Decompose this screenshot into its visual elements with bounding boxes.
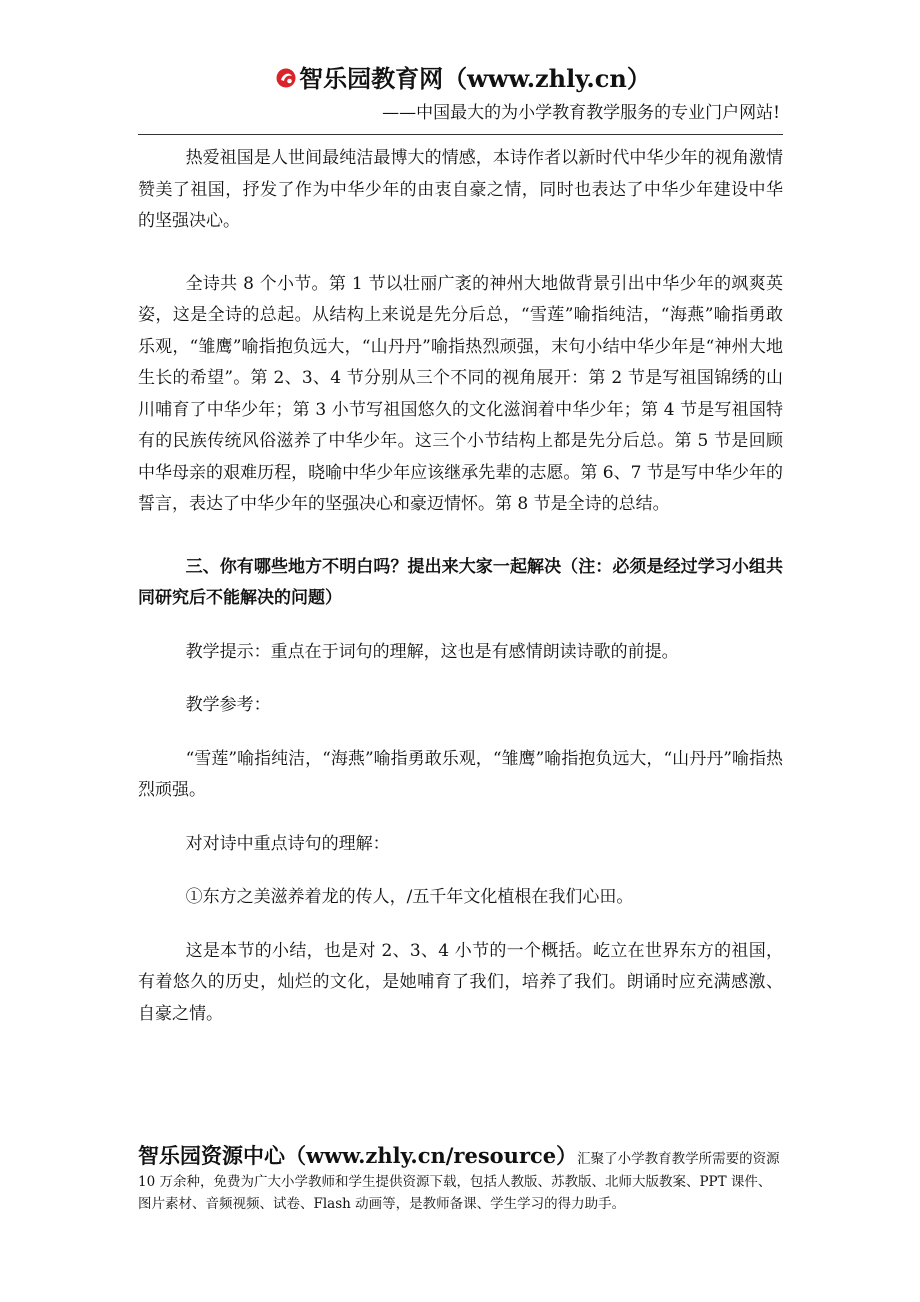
page-header: [138, 62, 788, 126]
site-title: [138, 62, 788, 96]
logo-icon: [275, 67, 297, 89]
header-divider: [138, 134, 783, 135]
paragraph-teaching-reference: 教学参考：: [185, 695, 271, 715]
paragraph-metaphors: “雪莲”喻指纯洁，“海燕”喻指勇敢乐观，“雏鹰”喻指抱负远大，“山丹丹”喻指热烈顽强。: [138, 748, 783, 800]
paragraph-intro: 热爱祖国是人世间最纯洁最博大的情感，本诗作者以新时代中华少年的视角激情赞美了祖国，抒发了作为中华少年的由衷自豪之情，同时也表达了中华少年建设中华的坚强决心。: [138, 148, 783, 231]
paragraph-structure: 全诗共 8 个小节。第 1 节以壮丽广袤的神州大地做背景引出中华少年的飒爽英姿，这是全诗的总起。从结构上来说是先分后总，“雪莲”喻指纯洁，“海燕”喻指勇敢乐观，“雏鹰”喻指抱负远大，“山丹丹”喻指热烈顽强，末句小结中华少年是“神州大地生长的希望”。第 2、3、4 节分别从三个不同的视角展开：第 2 节是写祖国锦绣的山川哺育了中华少年；第 3 小节写祖国悠久的文化滋润着中华少年；第 4 节是写祖国特有的民族传统风俗滋养了中华少年。这三个小节结构上都是先分后总。第 5 节是回顾中华母亲的艰难历程，晓喻中华少年应该继承先辈的志愿。第 6、7 节是写中华少年的誓言，表达了中华少年的坚强决心和豪迈情怀。第 8 节是全诗的总结。: [138, 273, 783, 514]
footer-description: 汇聚了小学教育教学所需要的资源 10 万余种，免费为广大小学教师和学生提供资源下载，包括人教版、苏教版、北师大版教案、PPT 课件、图片素材、音频视频、试卷、Flash 动画等，是教师备课、学生学习的得力助手。: [138, 1151, 780, 1212]
paragraph-verse-1-explanation: 这是本节的小结，也是对 2、3、4 小节的一个概括。屹立在世界东方的祖国，有着悠久的历史，灿烂的文化，是她哺育了我们，培养了我们。朗诵时应充满感激、自豪之情。: [138, 940, 783, 1024]
paragraph-verse-1: ①东方之美滋养着龙的传人，/五千年文化植根在我们心田。: [185, 887, 634, 907]
section-heading: 三、你有哪些地方不明白吗？提出来大家一起解决（注：必须是经过学习小组共同研究后不能解决的问题）: [138, 556, 783, 608]
site-url-link[interactable]: （www.zhly.cn）: [443, 64, 651, 93]
footer-brand: 智乐园资源中心: [138, 1143, 285, 1168]
footer-url-link[interactable]: （www.zhly.cn/resource）: [285, 1143, 578, 1168]
paragraph-key-lines: 对对诗中重点诗句的理解：: [185, 833, 390, 854]
paragraph-teaching-tip: 教学提示：重点在于词句的理解，这也是有感情朗读诗歌的前提。: [185, 641, 679, 662]
page-footer: [138, 1141, 783, 1215]
site-name: 智乐园教育网: [299, 64, 444, 93]
document-body: [138, 143, 783, 1030]
site-slogan: ——中国最大的为小学教育教学服务的专业门户网站!: [382, 103, 780, 123]
